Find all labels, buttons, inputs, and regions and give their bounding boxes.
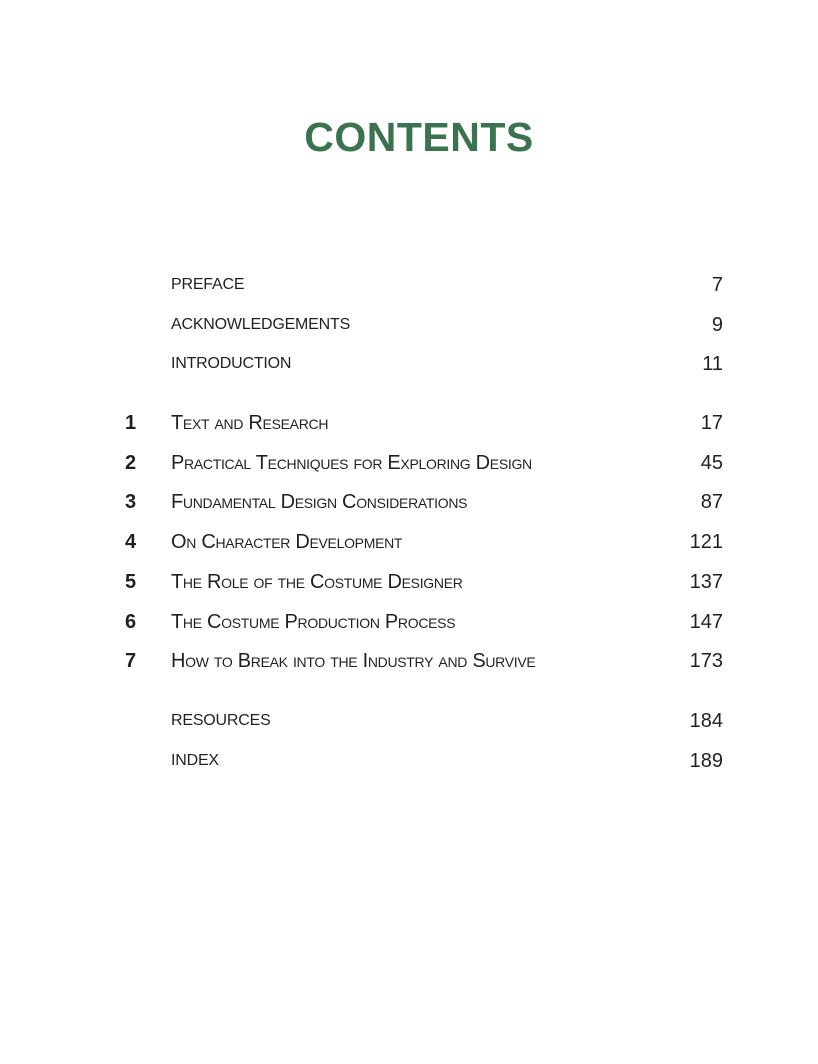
entry-page-number: 11	[702, 353, 723, 375]
entry-page-number: 189	[689, 750, 723, 772]
entry-page-number: 121	[689, 531, 723, 553]
toc-entry-acknowledgements	[0, 310, 818, 340]
toc-chapter-2	[0, 448, 818, 478]
chapter-number: 4	[125, 531, 137, 553]
toc-entry-preface	[0, 270, 818, 300]
entry-page-number: 17	[700, 412, 723, 434]
toc-chapter-6	[0, 607, 818, 637]
entry-title: INDEX	[171, 752, 219, 769]
chapter-number: 6	[125, 611, 137, 633]
chapter-number: 1	[125, 412, 137, 434]
toc-entry-index	[0, 746, 818, 776]
entry-page-number: 137	[689, 571, 723, 593]
entry-page-number: 9	[711, 314, 723, 336]
toc-chapter-5	[0, 567, 818, 597]
chapter-number: 5	[125, 571, 137, 593]
chapter-title: The Costume Production Process	[171, 611, 456, 633]
entry-title: PREFACE	[171, 276, 245, 293]
toc-chapter-7	[0, 646, 818, 676]
toc-entry-resources	[0, 706, 818, 736]
entry-title: INTRODUCTION	[171, 355, 292, 372]
chapter-number: 7	[125, 650, 137, 672]
entry-page-number: 45	[700, 452, 723, 474]
chapter-title: Fundamental Design Considerations	[171, 491, 468, 513]
entry-page-number: 173	[689, 650, 723, 672]
entry-page-number: 184	[689, 710, 723, 732]
chapter-number: 2	[125, 452, 137, 474]
entry-title: RESOURCES	[171, 712, 271, 729]
toc-entry-introduction	[0, 349, 818, 379]
entry-page-number: 7	[711, 274, 723, 296]
chapter-title: On Character Development	[171, 531, 403, 553]
chapter-title: The Role of the Costume Designer	[171, 571, 463, 593]
page-title: CONTENTS	[304, 114, 534, 160]
entry-page-number: 87	[700, 491, 723, 513]
chapter-title: Practical Techniques for Exploring Design	[171, 452, 532, 474]
chapter-number: 3	[125, 491, 137, 513]
toc-chapter-3	[0, 487, 818, 517]
chapter-title: Text and Research	[171, 412, 329, 434]
toc-chapter-4	[0, 527, 818, 557]
entry-title: ACKNOWLEDGEMENTS	[171, 316, 351, 333]
entry-page-number: 147	[689, 611, 723, 633]
toc-chapter-1	[0, 408, 818, 438]
chapter-title: How to Break into the Industry and Survive	[171, 650, 536, 672]
